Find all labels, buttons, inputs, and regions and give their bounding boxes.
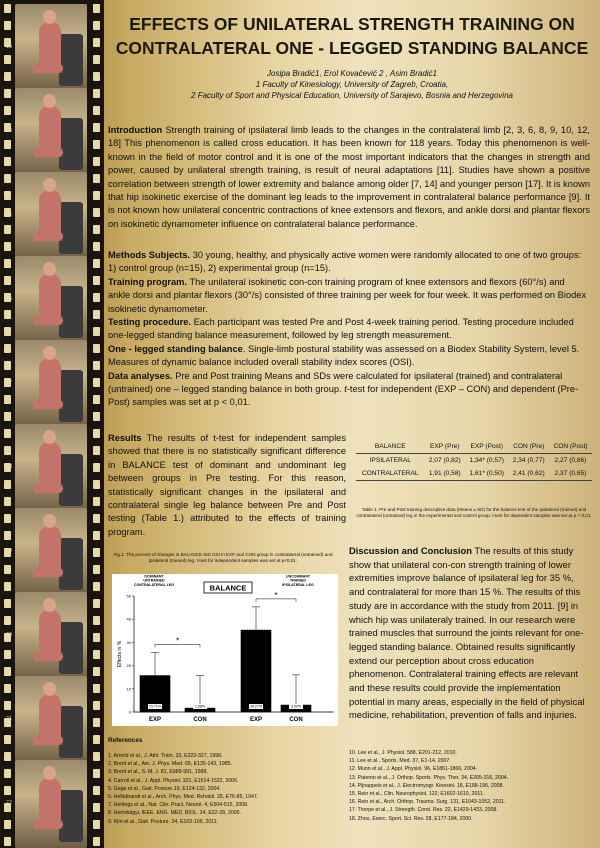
table-row <box>356 454 592 468</box>
balance-text: . Single-limb postural stability was assessed on a Biodex Stability System, level 5. Measures of dynamic balance included overall stability index scores (OSI). <box>108 343 580 368</box>
chart-group-label: DOMINANT <box>144 574 164 579</box>
film-sprocket <box>93 650 100 659</box>
reference-item: 12. Munn et al., J. Appl. Physiol. 96, E1861-1866, 2004. <box>349 766 478 773</box>
results-section <box>108 432 346 539</box>
film-sprocket <box>93 497 100 506</box>
analyses-heading: Data analyses. <box>108 370 173 381</box>
table-header: BALANCE <box>374 443 406 450</box>
y-tick-label: 0 <box>128 709 131 715</box>
film-sprocket <box>4 276 11 285</box>
film-frame-photo <box>15 760 87 848</box>
film-sprocket <box>4 157 11 166</box>
reference-item: 3. Brent et al., S. M. J. 81, E989-991, 1988. <box>108 769 208 776</box>
reference-item: 18. Zhou, Exerc. Sport. Sci. Rev. 28, E177-184, 2000. <box>349 815 473 822</box>
training-text: The unilateral isokinetic con-con training program of knee extensors and flexors (60°/s) and ankle dorsi and plantar flexors (30°/s) consisted of three training per week for four week. It was performed on Biodex isokinetic dynamometer. <box>108 276 587 314</box>
film-sprocket <box>4 565 11 574</box>
film-frame-photo <box>15 88 87 176</box>
film-sprocket <box>93 769 100 778</box>
references-list-right <box>349 749 589 823</box>
authors: Josipa Bradić1, Erol Kovačević 2 , Asim Bradić1 <box>267 69 437 78</box>
reference-item: 6. Hellebrandt et al., Arch. Phys. Med. Rehabil. 28, E76-85, 1947. <box>108 794 259 801</box>
film-strip <box>0 0 104 848</box>
testing-heading: Testing procedure. <box>108 317 191 328</box>
chart-title: BALANCE <box>209 583 247 593</box>
film-sprocket <box>93 72 100 81</box>
film-sprocket <box>93 718 100 727</box>
balance-heading: One - legged standing balance <box>108 343 243 354</box>
film-sprocket <box>93 582 100 591</box>
x-tick-label: CON <box>289 717 303 723</box>
title-line-2: CONTRALATERAL ONE - LEGGED STANDING BALANCE <box>115 38 589 58</box>
film-sprocket <box>4 429 11 438</box>
introduction-text: Strength training of ipsilateral limb leads to the changes in the contralateral limb [2, 3, 6, 8, 9, 10, 12, 18] This phenomenon is called cross education. It has been known for 118 years. Today this phenomenon is well-known in the field of motor control and it is one of the most important indicators that the changes in strength and power, caused by unilateral strength training, is result of neural adaptations [11]. Studies have shown a positive correlation between strength of lower extremity and balance among older [7, 14] and younger person [17]. It is known that hip isokinetic exercise of the dominant leg leads to the improvement in contralateral balance performance [9]. It is not known how unilateral concentric contractions of knee extensors and flexors, and ankle dorsi and plantar flexors on isokinetic dynamometer influence on contralateral balance performance. <box>108 125 590 229</box>
film-frame-photo <box>15 676 87 764</box>
film-sprocket <box>93 701 100 710</box>
film-sprocket <box>4 327 11 336</box>
film-sprocket <box>93 21 100 30</box>
balance-bar-chart <box>112 574 338 726</box>
film-sprocket <box>93 106 100 115</box>
affiliation-2: 2 Faculty of Sport and Physical Education, University of Sarajevo, Bosnia and Herzegovina <box>191 91 513 100</box>
chart-group-label: UNCOMMANT <box>286 574 310 579</box>
film-sprocket <box>4 140 11 149</box>
film-sprocket <box>93 344 100 353</box>
film-sprocket <box>4 531 11 540</box>
table-header: EXP (Pre) <box>429 443 460 450</box>
table-cell: IPSILATERAL <box>369 457 411 464</box>
film-sprocket <box>4 837 11 846</box>
film-sprocket <box>4 701 11 710</box>
film-sprocket <box>93 820 100 829</box>
film-sprocket <box>4 650 11 659</box>
film-frame-photo <box>15 508 87 596</box>
film-sprocket <box>93 514 100 523</box>
reference-item: 8. Hortobágyi, IEEE. ENG. MED. BIOL. 24, E22-28, 2005. <box>108 810 241 817</box>
reference-item: 9. Kim et al., Gait. Posture. 34, E103-106, 2011. <box>108 818 219 825</box>
table-cell: CONTRALATERAL <box>361 470 419 477</box>
frame-number: 17 <box>6 380 13 386</box>
film-sprocket <box>93 548 100 557</box>
film-sprocket <box>93 293 100 302</box>
film-sprocket <box>93 599 100 608</box>
frame-number: 16 <box>6 296 13 302</box>
frame-number: 14 <box>6 128 13 134</box>
analyses-t: t <box>344 384 347 395</box>
film-sprocket <box>93 4 100 13</box>
film-sprocket <box>93 174 100 183</box>
film-sprocket <box>4 344 11 353</box>
frame-number: 19 <box>6 548 13 554</box>
bar-data-label: 15.71% <box>148 704 162 709</box>
film-sprocket <box>4 4 11 13</box>
film-frame-photo <box>15 172 87 260</box>
film-sprocket <box>93 565 100 574</box>
affiliation-1: 1 Faculty of Kinesiology, University of Zagreb, Croatia, <box>255 80 449 89</box>
table-cell: 2,37 (0,65) <box>554 470 587 477</box>
results-text: The results of t-test for independent samples showed that there is no statistically significant difference in BALANCE test of dominant and undominant leg between groups in Pre testing. For this reason, statistically significant changes in the ipsilateral and contralateral single leg balance between Pre and Post testing (Table 1.) attributed to the effects of training program. <box>108 433 346 537</box>
table-cell: 2,27 (0,86) <box>554 457 587 464</box>
film-sprocket <box>4 72 11 81</box>
film-sprocket <box>4 480 11 489</box>
frame-number: 18 <box>6 464 13 470</box>
frame-number: 21 <box>6 716 13 722</box>
film-sprocket <box>4 225 11 234</box>
film-sprocket <box>4 55 11 64</box>
film-sprocket <box>93 531 100 540</box>
references-list-left <box>108 752 338 826</box>
film-sprocket <box>93 616 100 625</box>
chart-bar <box>241 630 271 712</box>
film-sprocket <box>93 803 100 812</box>
frame-number: 22 <box>6 800 13 806</box>
analyses-text: Pre and Post training Means and SDs were calculated for ipsilateral (trained) and contralateral (untrained) one – legged standing balance in both group. <box>108 370 563 395</box>
table-cell: 2,34 (0,77) <box>512 457 545 464</box>
film-sprocket <box>93 412 100 421</box>
bar-data-label: 3.00% <box>290 704 302 709</box>
film-sprocket <box>93 378 100 387</box>
film-frame-photo <box>15 256 87 344</box>
reference-item: 17. Thorpe et al., J. Strength. Cond. Res. 22, E1429-1433, 2008. <box>349 807 498 814</box>
training-heading: Training program. <box>108 276 188 287</box>
film-sprocket <box>93 429 100 438</box>
y-tick-label: 50 <box>126 593 131 599</box>
film-sprocket <box>93 157 100 166</box>
film-sprocket <box>4 616 11 625</box>
film-sprocket <box>4 769 11 778</box>
film-sprocket <box>4 361 11 370</box>
bar-data-label: 1.66% <box>194 704 206 709</box>
introduction-section <box>108 124 590 231</box>
x-tick-label: CON <box>193 717 207 723</box>
film-sprocket <box>93 667 100 676</box>
film-sprocket <box>4 259 11 268</box>
chart-group-label: UNTRAINED <box>143 578 165 583</box>
results-table <box>356 440 592 481</box>
film-sprocket <box>93 191 100 200</box>
table-cell: 2,41 (0,62) <box>512 470 545 477</box>
film-sprocket <box>4 395 11 404</box>
reference-item: 7. Horlings et al., Nat. Clin. Pract. Neurol. 4, E504-515, 2008. <box>108 802 249 809</box>
film-sprocket <box>4 497 11 506</box>
table-header: CON (Post) <box>553 443 588 450</box>
table-cell: 1,91 (0,58) <box>428 470 461 477</box>
x-tick-label: EXP <box>148 717 162 723</box>
introduction-heading: Introduction <box>108 125 163 135</box>
film-sprocket <box>4 310 11 319</box>
reference-item: 5. Gage et al., Gait. Posture.19, E124-132, 2004. <box>108 785 221 792</box>
reference-item: 2. Brent et al., Am. J. Phys. Med. 65, E135-143, 1985. <box>108 761 232 768</box>
table-header-row <box>356 440 592 454</box>
y-tick-label: 30 <box>126 639 131 645</box>
film-sprocket <box>4 752 11 761</box>
film-sprocket <box>93 89 100 98</box>
film-sprocket <box>93 242 100 251</box>
film-sprocket <box>4 582 11 591</box>
film-sprocket <box>4 514 11 523</box>
discussion-text: The results of this study show that unilateral con-con strength training of lower extremities improve balance of ipsilateral leg for 35 %, and contralateral for more than 15 %. The results of this study are in accordance with the study from 2011. [9] in which hip was unilateraly trained. In our research were trained muscles that surround the joints relevant for one-legged standing balance. Obtained results significantly extend our perception about cross education phenomenon. Contralateral training effects are relevant and these results could provide the implementation potential in many areas, especially in the field of physical medicine, rehabilitation, prevention of falls and injuries. <box>349 545 585 721</box>
film-sprocket <box>93 225 100 234</box>
film-sprocket <box>93 446 100 455</box>
film-frame-photo <box>15 340 87 428</box>
film-sprocket <box>4 106 11 115</box>
references-heading: References <box>108 737 143 744</box>
film-sprocket <box>93 684 100 693</box>
film-sprocket <box>93 480 100 489</box>
film-frame-photo <box>15 592 87 680</box>
film-sprocket <box>93 463 100 472</box>
poster-title <box>104 12 600 60</box>
authors-block <box>104 68 600 101</box>
frame-number: 20 <box>6 632 13 638</box>
table-header: CON (Pre) <box>513 443 545 450</box>
reference-item: 14. Pijnappels et al., J. Electromyogr. Kinesiol. 18, E188-196, 2008. <box>349 782 504 789</box>
table-cell: 2,07 (0,82) <box>428 457 461 464</box>
film-sprocket <box>4 174 11 183</box>
frame-number: 13 <box>6 44 13 50</box>
discussion-section <box>349 544 591 722</box>
film-sprocket <box>4 412 11 421</box>
reference-item: 15. Rein et al., Clin. Neurophysiol. 122, E1602-1610, 2011. <box>349 791 485 798</box>
film-sprocket <box>93 55 100 64</box>
film-sprocket <box>4 89 11 98</box>
film-sprocket <box>4 820 11 829</box>
bar-data-label: 35.27% <box>249 704 263 709</box>
testing-text: Each participant was tested Pre and Post 4-week training period. Testing procedure included one-legged standing balance measurement, followed by leg strength measurement. <box>108 317 574 341</box>
film-sprocket <box>4 21 11 30</box>
reference-item: 1. Arnold et al., J. Athl. Train. 33, E323-327, 1998. <box>108 753 223 759</box>
reference-item: 4. Carroll et al., J. Appl. Physiol. 101, E1514-1522, 2006. <box>108 777 239 784</box>
film-frame-photo <box>15 4 87 92</box>
analyses-text-2: -test for independent (EXP – CON) and dependent (Pre-Post) samples was set at p < 0,01. <box>108 384 579 408</box>
frame-number: 15 <box>6 212 13 218</box>
film-sprocket <box>4 684 11 693</box>
film-sprocket <box>4 191 11 200</box>
discussion-heading: Discussion and Conclusion <box>349 545 472 556</box>
chart-group-label: CONTRALATERAL LEG <box>133 582 175 587</box>
significance-marker: * <box>274 590 278 600</box>
film-sprocket <box>4 667 11 676</box>
film-sprocket <box>4 786 11 795</box>
film-sprocket <box>93 752 100 761</box>
y-tick-label: 20 <box>126 663 131 669</box>
methods-section <box>108 249 588 410</box>
y-tick-label: 40 <box>126 616 131 622</box>
film-sprocket <box>93 361 100 370</box>
title-line-1: EFFECTS OF UNILATERAL STRENGTH TRAINING ON <box>129 14 575 34</box>
film-sprocket <box>4 242 11 251</box>
film-sprocket <box>93 786 100 795</box>
x-tick-label: EXP <box>249 717 263 723</box>
film-sprocket <box>93 310 100 319</box>
chart-group-label: TRAINED <box>290 578 306 583</box>
film-sprocket <box>4 599 11 608</box>
methods-heading: Methods Subjects. <box>108 250 191 260</box>
methods-subjects-text: 30 young, healthy, and physically active women were randomly allocated to one of two groups: 1) control group (n=15), 2) experimental group (n=15). <box>108 250 582 274</box>
figure-caption: Fig.1. The percent of changes in BALANCE test OSI in EXP and CON group in contralateral (untrained) and ipsilateral (trained) leg. t-test for independent samples was set at p<0,01. <box>113 552 333 563</box>
significance-marker: * <box>175 636 180 646</box>
film-sprocket <box>93 837 100 846</box>
film-sprocket <box>93 633 100 642</box>
film-sprocket <box>4 735 11 744</box>
film-sprocket <box>93 259 100 268</box>
table-cell: 1,34* (0,57) <box>469 457 504 464</box>
film-frame-photo <box>15 424 87 512</box>
table-caption: Table 1. Pre and Post training descriptive data (Means ± SD) for the balance test of the ipsilateral (trained) and contralateral (untrained) leg in the experimental and control group. t-test for dependent samples was set at p < 0,01. <box>356 507 592 518</box>
reference-item: 16. Rein et al., Arch. Orthop. Trauma. Surg. 131, E1043-1052, 2011. <box>349 799 506 806</box>
results-heading: Results <box>108 433 142 443</box>
film-sprocket <box>93 327 100 336</box>
y-axis-label: Effects in % <box>117 640 123 668</box>
film-sprocket <box>93 276 100 285</box>
film-sprocket <box>93 395 100 404</box>
film-sprocket <box>93 38 100 47</box>
table-header: EXP (Post) <box>470 443 503 450</box>
film-sprocket <box>93 735 100 744</box>
y-tick-label: 10 <box>126 686 131 692</box>
film-sprocket <box>93 208 100 217</box>
reference-item: 11. Lee et al., Sports. Med. 37, E1-14, 2007. <box>349 758 451 765</box>
film-sprocket <box>93 140 100 149</box>
reference-item: 13. Paterno et al., J. Orthop. Sports. Phys. Ther. 34, E305-316, 2004. <box>349 774 509 781</box>
film-sprocket <box>93 123 100 132</box>
chart-group-label: IPSILATERAL LEG <box>282 582 314 587</box>
poster-content <box>104 0 600 848</box>
reference-item: 10. Lee et al., J. Physiol. 588, E201-212, 2010. <box>349 750 457 756</box>
table-cell: 1,61* (0,50) <box>469 470 504 477</box>
film-sprocket <box>4 446 11 455</box>
table-row <box>356 467 592 481</box>
